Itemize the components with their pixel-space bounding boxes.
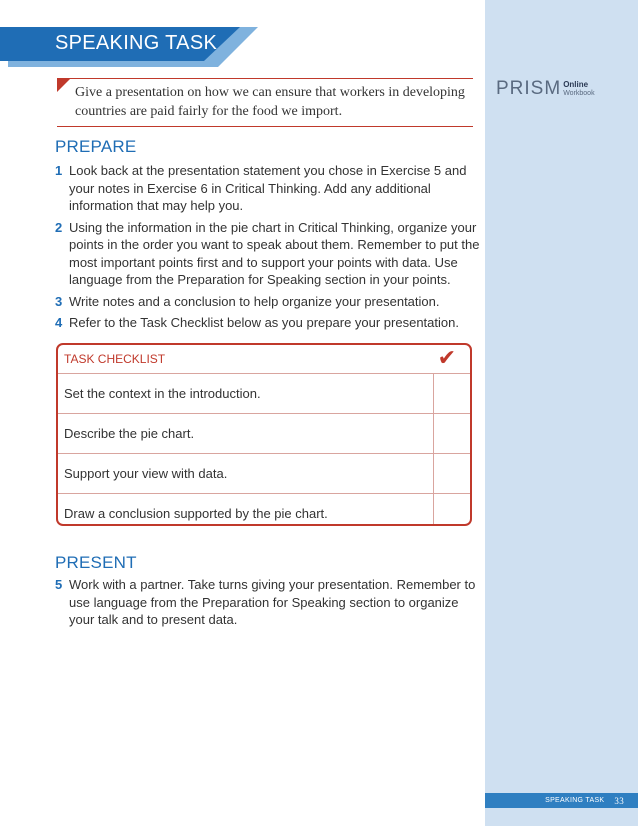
checkmark-icon: ✔: [437, 345, 456, 370]
page-footer: [485, 793, 638, 808]
prepare-heading: PREPARE: [55, 137, 137, 156]
checklist-row: [58, 373, 470, 413]
item-number: 1: [55, 163, 63, 178]
item-text: Work with a partner. Take turns giving your presentation. Remember to use language from the Preparation for Speaking section to organize your talk and to present data.: [69, 577, 476, 627]
list-item: [55, 576, 480, 629]
item-text: Using the information in the pie chart in Critical Thinking, organize your points in the order you want to speak about them. Remember to put the most important points first and to support your points with data. Use language from the Preparation for Speaking section in your points.: [69, 219, 480, 287]
checklist-item-text: Describe the pie chart.: [64, 426, 195, 441]
present-heading: PRESENT: [55, 553, 137, 572]
item-text: Write notes and a conclusion to help organize your presentation.: [69, 293, 440, 309]
footer-section-label: SPEAKING TASK: [545, 797, 605, 804]
logo-word: PRISM: [496, 78, 562, 99]
prepare-list: [55, 162, 480, 336]
checklist-checkbox[interactable]: [433, 454, 470, 493]
checklist-checkbox[interactable]: [433, 374, 470, 413]
checklist-checkbox[interactable]: [433, 494, 470, 526]
item-number: 4: [55, 315, 63, 330]
logo-subtitle: [563, 78, 594, 98]
checklist-item-text: Support your view with data.: [64, 466, 228, 481]
item-number: 2: [55, 219, 63, 235]
task-prompt: Give a presentation on how we can ensure that workers in developing countries are paid fairly for the food we import.: [57, 78, 473, 127]
checklist-row: [58, 413, 470, 453]
checklist-item-text: Set the context in the introduction.: [64, 386, 261, 401]
checklist-row: [58, 453, 470, 493]
list-item: [55, 162, 480, 215]
sidebar-panel: [485, 0, 638, 826]
banner-title: SPEAKING TASK: [55, 32, 218, 54]
checklist-title: TASK CHECKLIST: [64, 352, 166, 366]
checklist-checkbox[interactable]: [433, 414, 470, 453]
list-item: [55, 219, 480, 289]
checklist-row: [58, 493, 470, 526]
item-text: Refer to the Task Checklist below as you prepare your presentation.: [69, 315, 459, 330]
list-item: [55, 314, 480, 332]
prism-online-workbook-logo: [496, 78, 595, 100]
list-item: [55, 293, 480, 311]
item-number: 3: [55, 293, 63, 309]
task-checklist: [56, 343, 472, 526]
item-text: Look back at the presentation statement you chose in Exercise 5 and your notes in Exercise 6 in Critical Thinking. Add any additional information that may help you.: [69, 163, 467, 213]
page-number: 33: [614, 795, 624, 806]
logo-online: Online: [563, 80, 589, 89]
prompt-flag-icon: [57, 78, 71, 92]
checklist-item-text: Draw a conclusion supported by the pie chart.: [64, 506, 328, 521]
checklist-header: [58, 345, 470, 373]
item-number: 5: [55, 577, 63, 592]
logo-workbook: Workbook: [563, 90, 595, 97]
present-list: [55, 576, 480, 633]
